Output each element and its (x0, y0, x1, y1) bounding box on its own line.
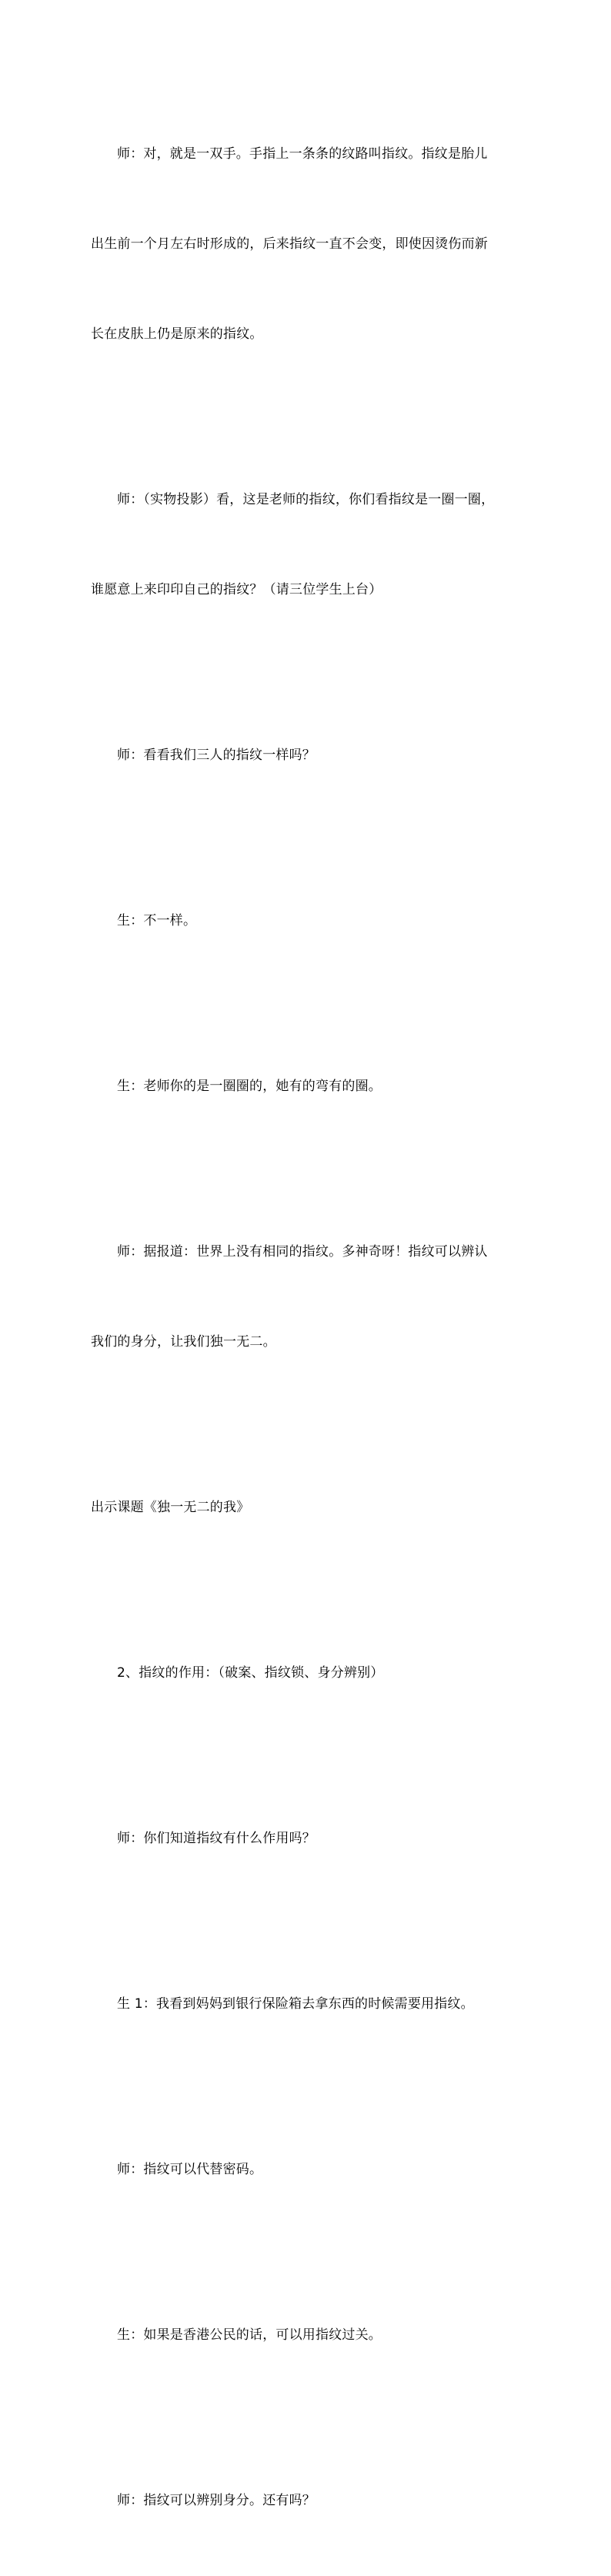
paragraph-question (91, 1764, 522, 1914)
paragraph-line: 出示课题《独一无二的我》 (91, 1500, 250, 1515)
paragraph-line: 长在皮肤上仍是原来的指纹。 (91, 326, 263, 342)
paragraph-student-answer (91, 846, 522, 996)
paragraph-line: 师：指纹可以辨别身分。还有吗？ (117, 2493, 316, 2508)
paragraph-unique (91, 1177, 522, 1417)
paragraph-line: 师：对，就是一双手。手指上一条条的纹路叫指纹。指纹是胎儿 (117, 146, 488, 162)
paragraph-line: 我们的身分，让我们独一无二。 (91, 1334, 276, 1350)
paragraph-student-observation (91, 1012, 522, 1162)
paragraph-line: 生 1：我看到妈妈到银行保险箱去拿东西的时候需要用指纹。 (117, 1996, 474, 2012)
paragraph-line: 生：如果是香港公民的话，可以用指纹过关。 (117, 2327, 382, 2343)
paragraph-line: 师：据报道：世界上没有相同的指纹。多神奇呀！指纹可以辨认 (117, 1244, 488, 1260)
paragraph-projection (91, 425, 522, 665)
paragraph-compare (91, 681, 522, 831)
paragraph-password (91, 2095, 522, 2245)
paragraph-line: 谁愿意上来印印自己的指纹？（请三位学生上台） (91, 582, 382, 597)
paragraph-section-heading (91, 1598, 522, 1748)
paragraph-line: 师：你们知道指纹有什么作用吗？ (117, 1831, 316, 1846)
paragraph-line: 师：（实物投影）看，这是老师的指纹，你们看指纹是一圈一圈， (117, 492, 495, 507)
paragraph-line: 师：看看我们三人的指纹一样吗？ (117, 748, 316, 763)
paragraph-line: 生：老师你的是一圈圈的，她有的弯有的圈。 (117, 1079, 382, 1094)
paragraph-line: 生：不一样。 (117, 913, 197, 928)
paragraph-hongkong (91, 2260, 522, 2410)
paragraph-line: 2、指纹的作用：（破案、指纹锁、身分辨别） (117, 1665, 384, 1681)
paragraph-line: 出生前一个月左右时形成的，后来指纹一直不会变，即使因烫伤而新 (91, 236, 488, 252)
paragraph-line: 师：指纹可以代替密码。 (117, 2162, 263, 2177)
paragraph-fingerprint-intro (91, 79, 522, 410)
paragraph-lesson-title (91, 1433, 522, 1583)
paragraph-student1 (91, 1929, 522, 2079)
paragraph-identity (91, 2426, 522, 2576)
